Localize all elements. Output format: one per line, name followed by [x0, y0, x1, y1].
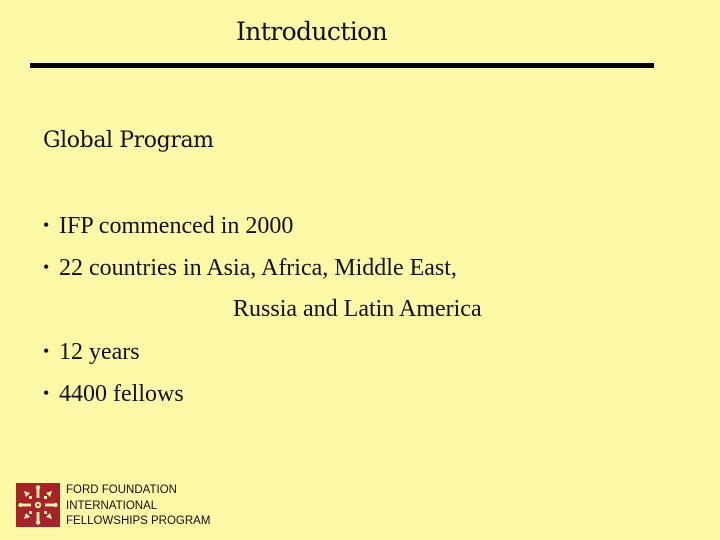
logo-line: FORD FOUNDATION [66, 484, 177, 496]
bullet-icon: • [43, 341, 50, 361]
bullet-text: 4400 fellows [59, 381, 184, 407]
bullet-item [43, 336, 140, 367]
logo-line: INTERNATIONAL [66, 499, 158, 512]
bullet-item [43, 378, 184, 409]
bullet-text: 22 countries in Asia, Africa, Middle East, [59, 255, 457, 281]
slide-title: Introduction [236, 17, 388, 46]
bullet-text: 12 years [59, 339, 140, 365]
section-heading: Global Program [43, 128, 214, 153]
bullet-item [43, 210, 293, 241]
logo-wordmark [66, 483, 210, 530]
bullet-item [43, 252, 457, 283]
bullet-icon: • [43, 257, 50, 277]
logo-line: FELLOWSHIPS PROGRAM [66, 515, 211, 527]
bullet-icon: • [43, 215, 50, 235]
ford-foundation-ifp-emblem-icon [16, 483, 60, 527]
bullet-continuation: Russia and Latin America [233, 296, 482, 322]
title-divider [30, 63, 654, 68]
bullet-icon: • [43, 383, 50, 403]
bullet-text: IFP commenced in 2000 [59, 213, 294, 239]
